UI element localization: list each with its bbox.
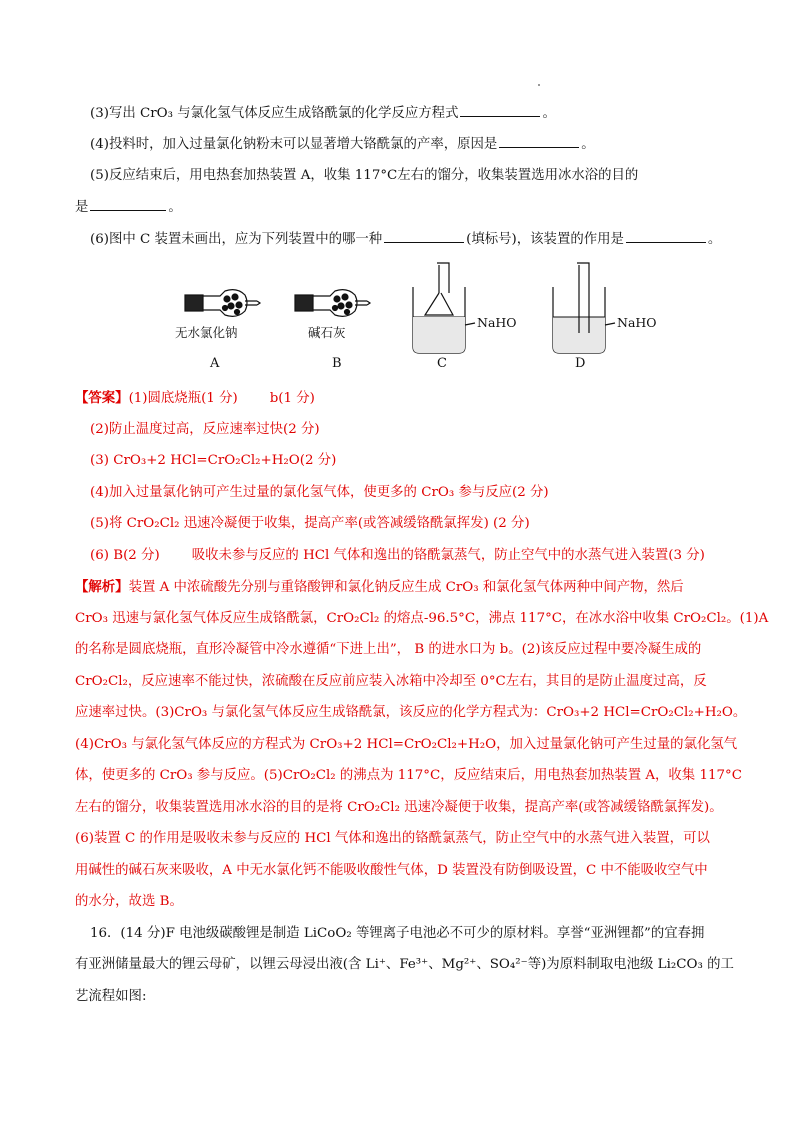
question-16-line2: 有亚洲储量最大的锂云母矿，以锂云母浸出液(含 Li⁺、Fe³⁺、Mg²⁺、SO₄²⁻等)为原料制取电池级 Li₂CO₃ 的工 — [75, 957, 734, 972]
beaker-c — [413, 263, 475, 353]
question-16-line1: 16．(14 分)F 电池级碳酸锂是制造 LiCoO₂ 等锂离子电池必不可少的原材料。享誉“亚洲锂都”的宜春拥 — [90, 926, 705, 941]
analysis-tag: 【解析】 — [75, 579, 129, 595]
analysis-line-3: 的名称是圆底烧瓶，直形冷凝管中冷水遵循“下进上出”， B 的进水口为 b。(2)该反应过程中要冷凝生成的 — [75, 642, 702, 657]
answer-blank — [460, 103, 540, 117]
drying-tube-b — [295, 290, 370, 317]
question-3: (3)写出 CrO₃ 与氯化氢气体反应生成铬酰氯的化学反应方程式 。 — [90, 103, 750, 124]
analysis-line-6: (4)CrO₃ 与氯化氢气体反应的方程式为 CrO₃+2 HCl=CrO₂Cl₂+H₂O，加入过量氯化钠可产生过量的氯化氢气 — [75, 737, 738, 752]
drying-tube-a — [185, 290, 260, 317]
label-anhydrous-nacl: 无水氯化钠 — [175, 325, 238, 340]
analysis-line-9: (6)装置 C 的作用是吸收未参与反应的 HCl 气体和逸出的铬酰氯蒸气，防止空气中的水蒸气进入装置，可以 — [75, 831, 710, 846]
answer-2: (2)防止温度过高，反应速率过快(2 分) — [90, 422, 320, 437]
question-6: (6)图中 C 装置未画出，应为下列装置中的哪一种 (填标号)，该装置的作用是 。 — [90, 229, 750, 250]
analysis-line-11: 的水分，故选 B。 — [75, 894, 183, 909]
analysis-line-7: 体，使更多的 CrO₃ 参与反应。(5)CrO₂Cl₂ 的沸点为 117°C，反应结束后，用电热套加热装置 A，收集 117°C — [75, 768, 742, 783]
question-4: (4)投料时，加入过量氯化钠粉末可以显著增大铬酰氯的产率，原因是 。 — [90, 134, 750, 155]
question-16-line3: 艺流程如图: — [75, 989, 147, 1004]
answer-blank — [499, 134, 579, 148]
beaker-d — [553, 263, 615, 353]
scan-dot — [538, 84, 540, 86]
answer-tag: 【答案】 — [75, 390, 129, 406]
answer-blank — [626, 229, 706, 243]
answer-blank — [384, 229, 464, 243]
letter-a: A — [210, 356, 220, 371]
question-5-line1: (5)反应结束后，用电热套加热装置 A，收集 117°C左右的馏分，收集装置选用冰水浴的目的 — [90, 168, 639, 183]
label-soda-lime: 碱石灰 — [308, 325, 346, 340]
answer-1: 【答案】(1)圆底烧瓶(1 分) b(1 分) — [75, 390, 315, 406]
letter-b: B — [332, 356, 342, 371]
answer-6: (6) B(2 分) 吸收未参与反应的 HCl 气体和逸出的铬酰氯蒸气，防止空气中的水蒸气进入装置(3 分) — [90, 548, 705, 563]
letter-d: D — [575, 356, 586, 371]
answer-4: (4)加入过量氯化钠可产生过量的氯化氢气体，使更多的 CrO₃ 参与反应(2 分) — [90, 485, 549, 500]
analysis-line-5: 应速率过快。(3)CrO₃ 与氯化氢气体反应生成铬酰氯，该反应的化学方程式为：CrO₃+2 HCl=CrO₂Cl₂+H₂O。 — [75, 705, 747, 720]
question-5-line2: 是 。 — [75, 197, 735, 218]
letter-c: C — [437, 356, 447, 371]
analysis-line-8: 左右的馏分，收集装置选用冰水浴的目的是将 CrO₂Cl₂ 迅速冷凝便于收集，提高产率(或答减缓铬酰氯挥发)。 — [75, 800, 723, 815]
answer-5: (5)将 CrO₂Cl₂ 迅速冷凝便于收集，提高产率(或答减缓铬酰氯挥发) (2 分) — [90, 516, 530, 531]
label-beaker-c-solution: NaHO — [477, 315, 517, 330]
analysis-line-10: 用碱性的碱石灰来吸收，A 中无水氯化钙不能吸收酸性气体，D 装置没有防倒吸设置，C 中不能吸收空气中 — [75, 863, 708, 878]
answer-3: (3) CrO₃+2 HCl=CrO₂Cl₂+H₂O(2 分) — [90, 453, 337, 468]
analysis-line-1: 【解析】装置 A 中浓硫酸先分别与重铬酸钾和氯化钠反应生成 CrO₃ 和氯化氢气体两种中间产物，然后 — [75, 579, 684, 595]
analysis-line-4: CrO₂Cl₂，反应速率不能过快，浓硫酸在反应前应装入冰箱中冷却至 0°C左右，其目的是防止温度过高，反 — [75, 674, 707, 689]
answer-blank — [90, 197, 166, 211]
apparatus-drawing — [175, 255, 675, 375]
apparatus-figure — [175, 255, 675, 375]
label-beaker-d-solution: NaHO — [617, 315, 657, 330]
analysis-line-2: CrO₃ 迅速与氯化氢气体反应生成铬酰氯，CrO₂Cl₂ 的熔点-96.5°C，沸点 117°C，在冰水浴中收集 CrO₂Cl₂。(1)A — [75, 611, 769, 626]
